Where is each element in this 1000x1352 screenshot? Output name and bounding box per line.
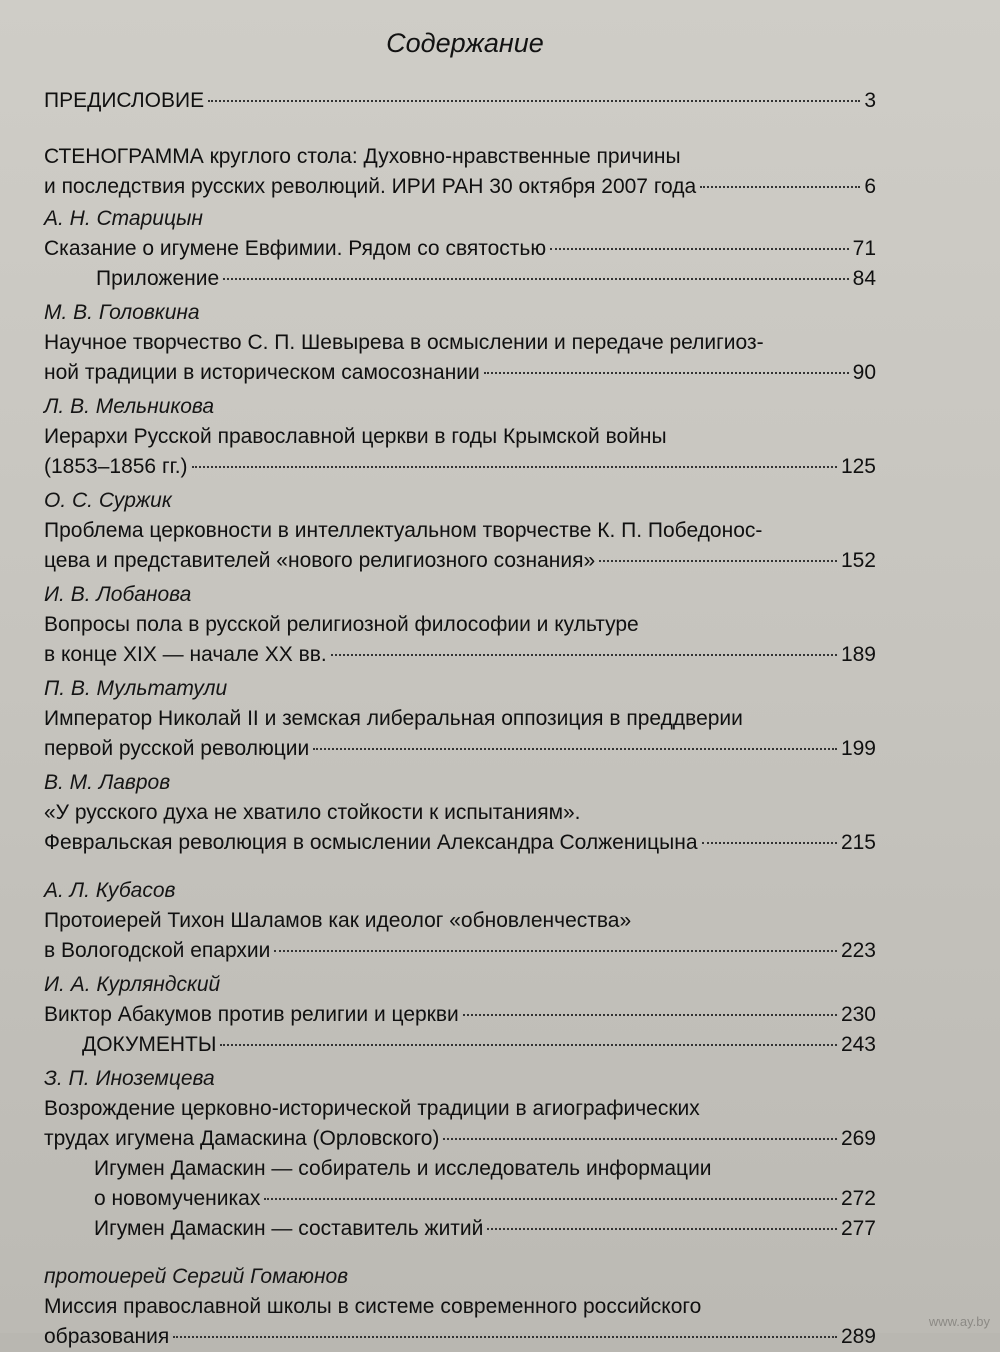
toc-entry-title-line: (1853–1856 гг.) — [44, 455, 188, 478]
toc-entry — [44, 640, 876, 670]
toc-page-number: 215 — [840, 831, 876, 854]
toc-subentry — [44, 1214, 876, 1244]
toc-entry — [44, 1124, 876, 1154]
dot-leader — [702, 842, 837, 844]
toc-page-number: 199 — [840, 737, 876, 760]
toc-page-number: 152 — [840, 549, 876, 572]
toc-entry-title-line: и последствия русских революций. ИРИ РАН 30 октября 2007 года — [44, 175, 697, 198]
dot-leader — [192, 466, 837, 468]
toc-entry-title-line: трудах игумена Дамаскина (Орловского) — [44, 1127, 440, 1150]
toc-subentry — [44, 1184, 876, 1214]
toc-page-number: 230 — [840, 1003, 876, 1026]
toc-entry-title-line: Миссия православной школы в системе современного российского — [44, 1295, 702, 1318]
dot-leader — [208, 100, 860, 102]
toc-entry-title-line: Февральская революция в осмыслении Александра Солженицына — [44, 831, 698, 854]
toc-author: А. Н. Старицын — [44, 207, 203, 230]
toc-entry-title-line: образования — [44, 1325, 170, 1348]
toc-author: Л. В. Мельникова — [44, 395, 215, 418]
toc-entry-title-line: Протоиерей Тихон Шаламов как идеолог «обновленчества» — [44, 909, 632, 932]
toc-page-number: 223 — [840, 939, 876, 962]
dot-leader — [550, 248, 849, 250]
toc-entry — [44, 828, 876, 858]
toc-author: В. М. Лавров — [44, 771, 171, 794]
toc-entry-title-line: цева и представителей «нового религиозного сознания» — [44, 549, 596, 572]
toc-entry-title-line: в конце XIX — начале XX вв. — [44, 643, 327, 666]
toc-entry-title-line: ДОКУМЕНТЫ — [82, 1033, 217, 1056]
dot-leader — [463, 1014, 837, 1016]
toc-page-number: 6 — [864, 175, 876, 198]
toc-entry-title-line: Сказание о игумене Евфимии. Рядом со святостью — [44, 237, 547, 260]
toc-entry-title-line: первой русской революции — [44, 737, 310, 760]
toc-entry-title-line: Игумен Дамаскин — составитель житий — [94, 1217, 484, 1240]
toc-page-number: 84 — [852, 267, 876, 290]
toc-author: И. В. Лобанова — [44, 583, 192, 606]
toc-entry-title-line: Виктор Абакумов против религии и церкви — [44, 1003, 459, 1026]
dot-leader — [443, 1138, 837, 1140]
toc-entry-title-line: ной традиции в историческом самосознании — [44, 361, 480, 384]
dot-leader — [274, 950, 837, 952]
toc-page-number: 277 — [840, 1217, 876, 1240]
toc-entry-title-line: Приложение — [96, 267, 220, 290]
toc-entry — [44, 546, 876, 576]
dot-leader — [223, 278, 848, 280]
toc-entry-stenogram — [44, 172, 876, 202]
dot-leader — [313, 748, 837, 750]
toc-entry-title-line: Игумен Дамаскин — собиратель и исследователь информации — [94, 1157, 712, 1180]
toc-page-number: 289 — [840, 1325, 876, 1348]
toc-author: А. Л. Кубасов — [44, 879, 176, 902]
dot-leader — [264, 1198, 837, 1200]
watermark: www.ay.by — [928, 1314, 990, 1329]
toc-author: О. С. Суржик — [44, 489, 172, 512]
toc-page-number: 189 — [840, 643, 876, 666]
toc-page-number: 90 — [852, 361, 876, 384]
toc-page-number: 71 — [852, 237, 876, 260]
toc-entry-title-line: Проблема церковности в интеллектуальном творчестве К. П. Победонос- — [44, 519, 763, 542]
toc-page-number: 3 — [864, 89, 876, 112]
toc-entry-title-line: СТЕНОГРАММА круглого стола: Духовно-нравственные причины — [44, 145, 681, 168]
dot-leader — [173, 1336, 837, 1338]
toc-page-number: 272 — [840, 1187, 876, 1210]
page-title: Содержание — [386, 28, 544, 58]
toc-entry — [44, 358, 876, 388]
toc-entry-title-line: Император Николай II и земская либеральная оппозиция в преддверии — [44, 707, 743, 730]
toc-entry — [44, 936, 876, 966]
toc-subentry — [44, 264, 876, 294]
toc-entry-title-line: Иерархи Русской православной церкви в годы Крымской войны — [44, 425, 667, 448]
dot-leader — [484, 372, 849, 374]
dot-leader — [700, 186, 860, 188]
toc-entry — [44, 1000, 876, 1030]
dot-leader — [331, 654, 837, 656]
toc-entry-title: ПРЕДИСЛОВИЕ — [44, 89, 205, 112]
toc-page-number: 243 — [840, 1033, 876, 1056]
dot-leader — [487, 1228, 837, 1230]
toc-entry-title-line: Научное творчество С. П. Шевырева в осмыслении и передаче религиоз- — [44, 331, 764, 354]
toc-author: И. А. Курляндский — [44, 973, 221, 996]
toc-author: З. П. Иноземцева — [44, 1067, 215, 1090]
toc-entry-preface — [44, 86, 876, 116]
toc-author: П. В. Мультатули — [44, 677, 228, 700]
toc-author: М. В. Головкина — [44, 301, 200, 324]
toc-entry-title-line: в Вологодской епархии — [44, 939, 271, 962]
table-of-contents — [44, 86, 876, 1352]
toc-author: протоиерей Сергий Гомаюнов — [44, 1265, 349, 1288]
toc-entry — [44, 734, 876, 764]
toc-page-number: 269 — [840, 1127, 876, 1150]
toc-subentry — [44, 1030, 876, 1060]
toc-entry — [44, 1322, 876, 1352]
dot-leader — [599, 560, 837, 562]
toc-entry-title-line: Вопросы пола в русской религиозной философии и культуре — [44, 613, 639, 636]
toc-entry — [44, 452, 876, 482]
toc-entry-title-line: «У русского духа не хватило стойкости к испытаниям». — [44, 801, 581, 824]
toc-page-number: 125 — [840, 455, 876, 478]
dot-leader — [220, 1044, 837, 1046]
toc-entry-title-line: Возрождение церковно-исторической традиции в агиографических — [44, 1097, 700, 1120]
toc-entry — [44, 234, 876, 264]
toc-entry-title-line: о новомучениках — [94, 1187, 261, 1210]
